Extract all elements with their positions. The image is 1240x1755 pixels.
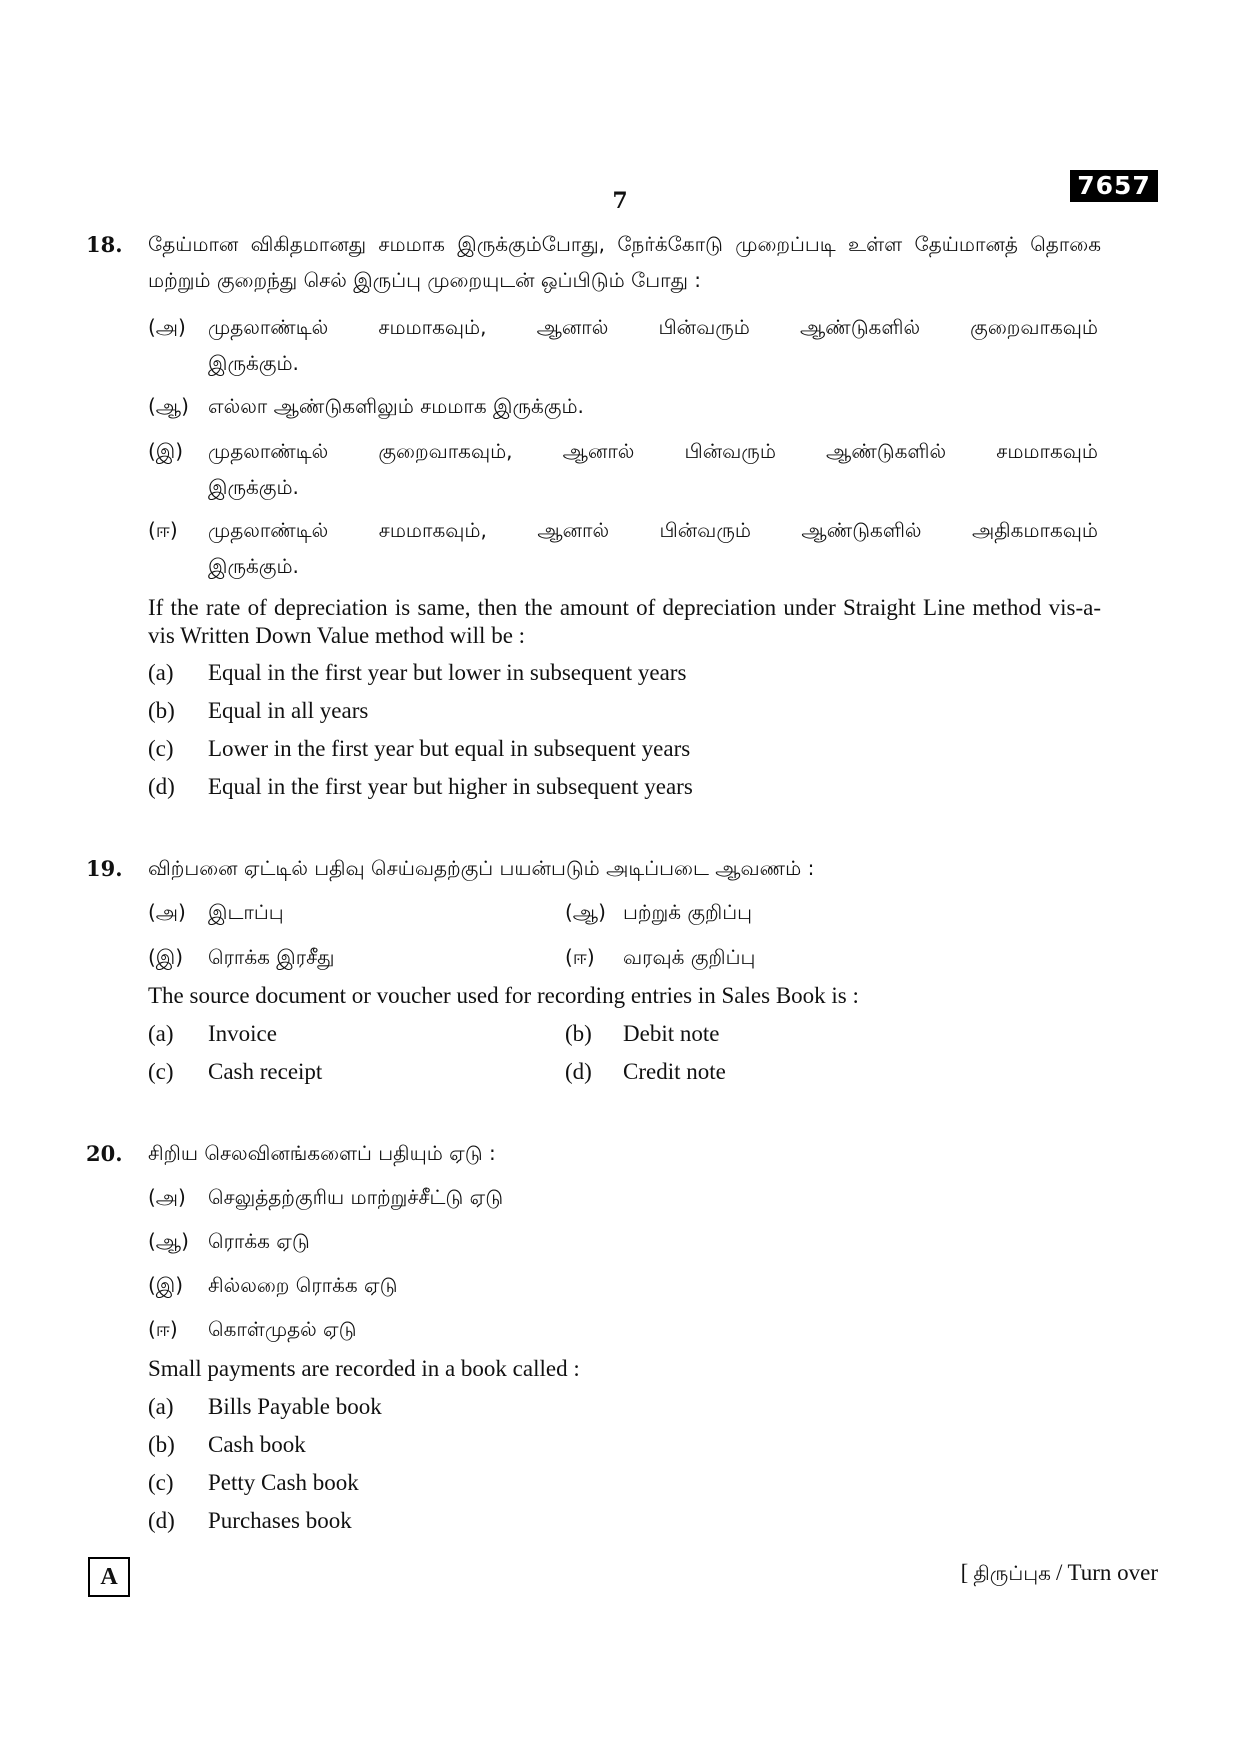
option-label: (a) (148, 1021, 174, 1046)
option-label: (d) (148, 774, 175, 799)
question-tamil-stem: தேய்மான விகிதமானது சமமாக இருக்கும்போது, நேர்க்கோடு முறைப்படி உள்ள தேய்மானத் தொகை மற்றும் குறைந்து செல் இருப்பு முறையுடன் ஒப்பிடும் போது : (148, 232, 1101, 292)
turn-over-note (900, 1560, 1158, 1588)
question-number: 18. (86, 232, 123, 257)
option-text: Cash book (208, 1432, 306, 1457)
question-number: 19. (86, 856, 123, 881)
question-number: 20. (86, 1141, 123, 1166)
tamil-option (148, 388, 1101, 424)
separator: / (1055, 1560, 1063, 1585)
tamil-option (148, 309, 1101, 381)
option-text: Lower in the first year but equal in subsequent years (208, 736, 691, 761)
option-text: Cash receipt (208, 1059, 323, 1084)
option-label: (c) (148, 736, 174, 761)
option-label: (d) (148, 1508, 175, 1533)
option-text: Credit note (623, 1059, 726, 1084)
option-label: (இ) (148, 945, 184, 969)
option-label: (b) (565, 1021, 592, 1046)
option-text: எல்லா ஆண்டுகளிலும் சமமாக இருக்கும். (208, 394, 584, 418)
option-text: இடாப்பு (208, 900, 284, 924)
option-text: முதலாண்டில் சமமாகவும், ஆனால் பின்வரும் ஆண்டுகளில் அதிகமாகவும் (208, 518, 1098, 542)
option-text: சில்லறை ரொக்க ஏடு (208, 1273, 398, 1297)
option-label: (a) (148, 1394, 174, 1419)
option-text: கொள்முதல் ஏடு (208, 1317, 357, 1341)
option-text: செலுத்தற்குரிய மாற்றுச்சீட்டு ஏடு (208, 1185, 504, 1209)
option-label: (ஆ) (148, 1229, 189, 1253)
option-label: (இ) (148, 1273, 184, 1297)
paper-code-badge: 7657 (1070, 170, 1158, 202)
option-label: (c) (148, 1059, 174, 1084)
option-label: (a) (148, 660, 174, 685)
question-english-stem: Small payments are recorded in a book called : (148, 1356, 580, 1381)
option-text-continued: இருக்கும். (208, 475, 299, 499)
option-text: வரவுக் குறிப்பு (623, 945, 756, 969)
option-label: (ஆ) (148, 394, 189, 418)
question-tamil-stem: விற்பனை ஏட்டில் பதிவு செய்வதற்குப் பயன்படும் அடிப்படை ஆவணம் : (148, 856, 815, 880)
question-english-stem: If the rate of depreciation is same, then the amount of depreciation under Straight Line method vis-a-vis Written Down Value method will be : (148, 595, 1101, 648)
page-number: 7 (612, 188, 628, 214)
option-label: (d) (565, 1059, 592, 1084)
option-label: (b) (148, 1432, 175, 1457)
option-text: Equal in all years (208, 698, 369, 723)
option-label: (இ) (148, 439, 184, 463)
option-text: ரொக்க இரசீது (208, 945, 335, 969)
option-text-continued: இருக்கும். (208, 351, 299, 375)
bracket: [ (960, 1560, 969, 1585)
series-box: A (88, 1557, 130, 1597)
turn-over-english: Turn over (1067, 1560, 1158, 1585)
option-text: Invoice (208, 1021, 277, 1046)
option-text: பற்றுக் குறிப்பு (623, 900, 752, 924)
option-text: முதலாண்டில் குறைவாகவும், ஆனால் பின்வரும் ஆண்டுகளில் சமமாகவும் (208, 439, 1098, 463)
option-label: (ஈ) (565, 945, 595, 969)
option-text: Debit note (623, 1021, 720, 1046)
option-label: (அ) (148, 900, 186, 924)
option-label: (c) (148, 1470, 174, 1495)
question-tamil-stem: சிறிய செலவினங்களைப் பதியும் ஏடு : (148, 1141, 496, 1165)
option-label: (b) (148, 698, 175, 723)
option-text: Equal in the first year but lower in subsequent years (208, 660, 687, 685)
option-label: (ஈ) (148, 1317, 178, 1341)
option-label: (ஈ) (148, 518, 178, 542)
option-label: (அ) (148, 315, 186, 339)
turn-over-tamil: திருப்புக (973, 1561, 1051, 1585)
option-label: (ஆ) (565, 900, 606, 924)
option-text: ரொக்க ஏடு (208, 1229, 310, 1253)
option-text: Bills Payable book (208, 1394, 382, 1419)
option-text-continued: இருக்கும். (208, 554, 299, 578)
tamil-option (148, 512, 1101, 584)
tamil-option (148, 433, 1101, 505)
option-text: முதலாண்டில் சமமாகவும், ஆனால் பின்வரும் ஆண்டுகளில் குறைவாகவும் (208, 315, 1098, 339)
option-text: Equal in the first year but higher in subsequent years (208, 774, 693, 799)
option-label: (அ) (148, 1185, 186, 1209)
question-english-stem: The source document or voucher used for recording entries in Sales Book is : (148, 983, 859, 1008)
option-text: Petty Cash book (208, 1470, 359, 1495)
option-text: Purchases book (208, 1508, 352, 1533)
